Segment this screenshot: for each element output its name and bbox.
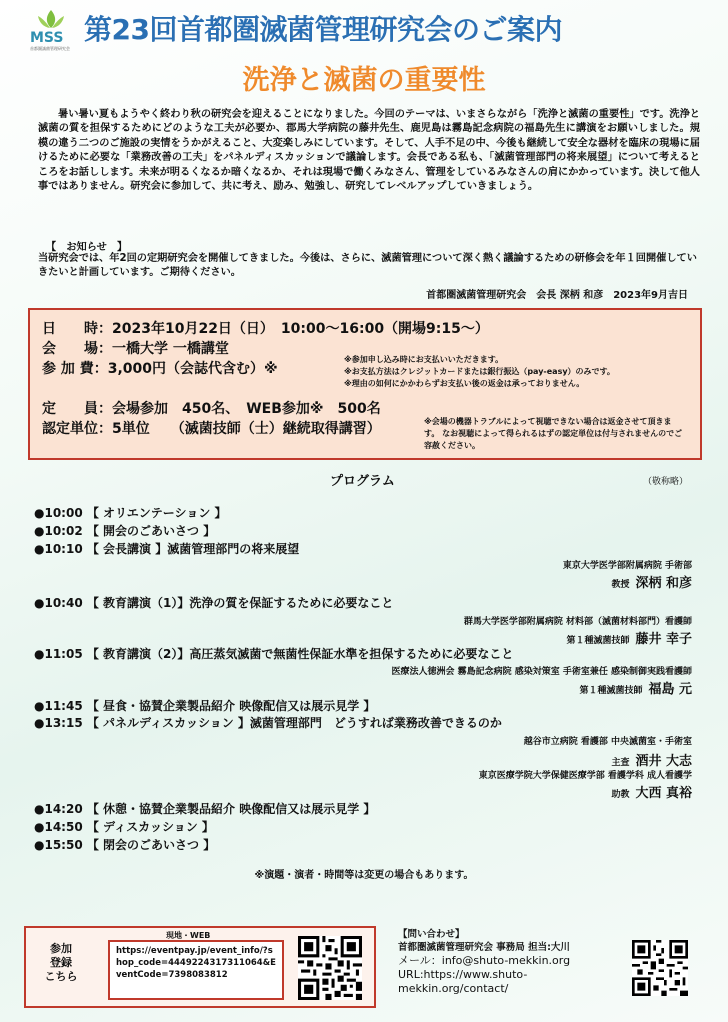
qr-code-icon[interactable] [632, 940, 688, 996]
page-subtitle: 洗浄と滅菌の重要性 [242, 65, 486, 96]
program-item: ●14:20 【 休憩・協賛企業製品紹介 映像配信又は展示見学 】 [34, 802, 376, 816]
registration-label: 参加 登録 こちら [44, 942, 78, 983]
speaker-affiliation: 東京医療学院大学保健医療学部 看護学科 成人看護学 [478, 771, 692, 781]
logo-text: MSS [30, 30, 64, 46]
fee-note: ※参加申し込み時にお支払いいただきます。 [344, 355, 504, 364]
intro-paragraph: 暑い暑い夏もようやく終わり秋の研究会を迎えることになりました。今回のテーマは、いまさらながら「洗浄と滅菌の重要性」です。洗浄と滅菌の質を担保するためにどのような工夫が必要か、郡馬大学病院の藤井先生、鹿児島は霧島記念病院の福島先生に講演をお願いしました。規模の違う二つのご施設の実情をうかがえること、大変楽しみにしています。そして、人手不足の中、今後も継続して安全な器材を臨床の現場に届けるために必要な「業務改善の工夫」をパネルディスカッションで議論します。会長である私も、「滅菌管理部門の将来展望」について考えるところをお話しします。未来が明るくなるか暗くなるか、それは現場で働くみなさん、管理をしているみなさんの肩にかかっています。決して他人事ではありません。研究会に参加して、共に考え、励み、勉強し、研究してレベルアップしていきましょう。 [38, 109, 700, 193]
page-title: 第23回首都圏滅菌管理研究会のご案内 [84, 13, 562, 46]
speaker-affiliation: 医療法人徳洲会 霧島記念病院 感染対策室 手術室兼任 感染制御実践看護師 [391, 667, 692, 677]
info-credit: 認定単位：5単位 （滅菌技師（士）継続取得講習） [42, 421, 381, 437]
mss-logo-icon [28, 8, 74, 32]
registration-box [24, 926, 376, 1008]
contact-info [398, 928, 628, 996]
logo-subtext: 首都圏滅菌管理研究会 [30, 46, 70, 51]
info-venue: 会 場：一橋大学 一橋講堂 [42, 341, 229, 357]
speaker: 第１種滅菌技師 藤井 幸子 [566, 632, 692, 647]
qr-code-icon[interactable] [298, 936, 362, 1000]
mss-logo [28, 8, 74, 54]
fee-note: ※理由の如何にかかわらずお支払い後の返金は承っておりません。 [344, 379, 585, 388]
contact-url[interactable]: URL:https://www.shuto-mekkin.org/contact/ [398, 968, 528, 995]
program-item: ●10:10 【 会長講演 】滅菌管理部門の将来展望 [34, 542, 300, 556]
program-item: ●14:50 【 ディスカッション 】 [34, 820, 214, 834]
credit-note: ※会場の機器トラブルによって視聴できない場合は返金させて頂きます。 なお視聴によって得られるはずの認定単位は付与されませんのでご容赦ください。 [424, 417, 683, 450]
registration-link[interactable]: https://eventpay.jp/event_info/?shop_code=4449224317311064&EventCode=7398083812 [108, 940, 284, 1000]
speaker: 教授 深柄 和彦 [611, 576, 692, 591]
registration-url-heading: 現地・WEB [166, 931, 211, 940]
notice-heading: 【 お知らせ 】 [46, 242, 128, 253]
speaker: 主査 酒井 大志 [611, 754, 692, 769]
program-item: ●10:00 【 オリエンテーション 】 [34, 506, 227, 520]
info-fee: 参 加 費：3,000円（会誌代含む）※ [42, 361, 278, 377]
signature: 首都圏滅菌管理研究会 会長 深柄 和彦 2023年9月吉日 [426, 290, 688, 301]
program-title: プログラム [330, 474, 395, 489]
honorific-note: （敬称略） [642, 477, 688, 487]
info-date: 日 時：2023年10月22日（日） 10:00～16:00（開場9:15～） [42, 321, 489, 337]
change-note: ※演題・演者・時間等は変更の場合もあります。 [254, 870, 474, 881]
speaker: 第１種滅菌技師 福島 元 [579, 682, 692, 697]
speaker-affiliation: 群馬大学医学部附属病院 材料部（滅菌材料部門）看護師 [463, 617, 692, 627]
speaker: 助教 大西 真裕 [611, 786, 692, 801]
program-item: ●10:40 【 教育講演（1）】洗浄の質を保証するために必要なこと [34, 596, 394, 610]
speaker-affiliation: 越谷市立病院 看護部 中央滅菌室・手術室 [523, 737, 692, 747]
speaker-affiliation: 東京大学医学部附属病院 手術部 [562, 561, 692, 571]
notice-text: 当研究会では、年2回の定期研究会を開催してきました。今後は、さらに、滅菌管理について深く熱く議論するための研修会を年１回開催していきたいと計画しています。ご期待ください。 [38, 253, 697, 279]
program-item: ●11:45 【 昼食・協賛企業製品紹介 映像配信又は展示見学 】 [34, 699, 376, 713]
fee-note: ※お支払方法はクレジットカードまたは銀行振込（pay-easy）のみです。 [344, 367, 615, 376]
contact-office: 首都圏滅菌管理研究会 事務局 担当:大川 [398, 942, 570, 953]
program-item: ●13:15 【 パネルディスカッション 】滅菌管理部門 どうすれば業務改善できるのか [34, 716, 502, 730]
program-item: ●15:50 【 閉会のごあいさつ 】 [34, 838, 216, 852]
program-item: ●11:05 【 教育講演（2）】高圧蒸気滅菌で無菌性保証水準を担保するために必要なこと [34, 647, 514, 661]
info-capacity: 定 員：会場参加 450名、 WEB参加※ 500名 [42, 401, 381, 417]
program-item: ●10:02 【 開会のごあいさつ 】 [34, 524, 216, 538]
contact-heading: 【問い合わせ】 [398, 929, 465, 940]
event-info-box [28, 308, 702, 460]
contact-email[interactable]: メール：info@shuto-mekkin.org [398, 954, 571, 967]
